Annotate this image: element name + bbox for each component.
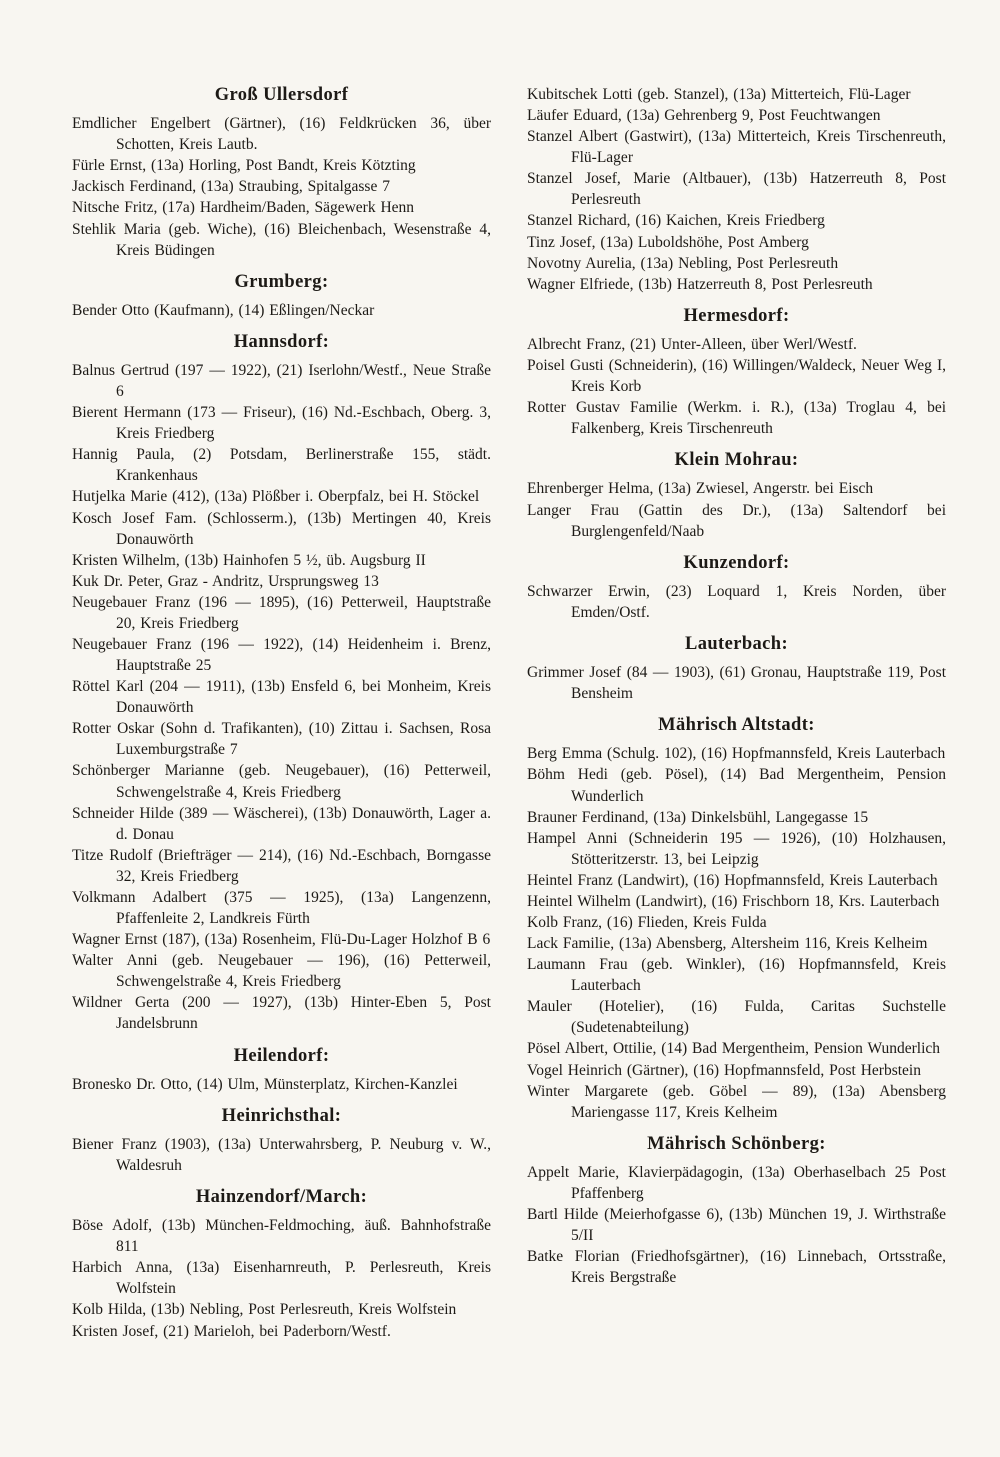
directory-entry: Kolb Franz, (16) Flieden, Kreis Fulda	[527, 913, 767, 931]
directory-entry: Titze Rudolf (Briefträger — 214), (16) Nd.-Eschbach, Borngasse 32, Kreis Friedberg	[72, 846, 491, 885]
directory-entry: Wagner Elfriede, (13b) Hatzerreuth 8, Post Perlesreuth	[527, 275, 873, 293]
directory-entry: Kolb Hilda, (13b) Nebling, Post Perlesreuth, Kreis Wolfstein	[72, 1301, 457, 1319]
two-column-layout	[72, 84, 946, 1342]
directory-entry: Brauner Ferdinand, (13a) Dinkelsbühl, Langegasse 15	[527, 808, 869, 826]
section-heading: Mährisch Altstadt:	[658, 715, 815, 736]
directory-entry: Stehlik Maria (geb. Wiche), (16) Bleichenbach, Wesenstraße 4, Kreis Büdingen	[72, 220, 491, 259]
section-heading: Lauterbach:	[684, 633, 789, 654]
directory-entry: Volkmann Adalbert (375 — 1925), (13a) Langenzenn, Pfaffenleite 2, Landkreis Fürth	[72, 888, 491, 928]
directory-entry: Stanzel Josef, Marie (Altbauer), (13b) Hatzerreuth 8, Post Perlesreuth	[527, 170, 946, 209]
section-heading: Groß Ullersdorf	[214, 85, 349, 105]
directory-entry: Bronesko Dr. Otto, (14) Ulm, Münsterplatz, Kirchen-Kanzlei	[72, 1075, 458, 1093]
directory-entry: Wagner Ernst (187), (13a) Rosenheim, Flü-Du-Lager Holzhof B 6	[72, 931, 491, 949]
section-heading: Heilendorf:	[233, 1045, 330, 1066]
directory-entry: Poisel Gusti (Schneiderin), (16) Willingen/Waldeck, Neuer Weg I, Kreis Korb	[527, 356, 946, 396]
directory-entry: Neugebauer Franz (196 — 1895), (16) Petterweil, Hauptstraße 20, Kreis Friedberg	[72, 593, 491, 632]
directory-entry: Rotter Gustav Familie (Werkm. i. R.), (13a) Troglau 4, bei Falkenberg, Kreis Tirschenreuth	[527, 399, 946, 438]
directory-entry: Kristen Wilhelm, (13b) Hainhofen 5 ½, üb. Augsburg II	[72, 551, 426, 569]
directory-entry: Mauler (Hotelier), (16) Fulda, Caritas Suchstelle (Sudetenabteilung)	[527, 998, 946, 1037]
directory-entry: Heintel Wilhelm (Landwirt), (16) Frischborn 18, Krs. Lauterbach	[527, 892, 940, 910]
directory-entry: Schönberger Marianne (geb. Neugebauer), (16) Petterweil, Schwengelstraße 4, Kreis Friedberg	[72, 762, 491, 801]
section-heading: Hannsdorf:	[233, 331, 330, 352]
section-heading: Heinrichsthal:	[221, 1105, 342, 1126]
directory-entry: Hannig Paula, (2) Potsdam, Berlinerstraße 155, städt. Krankenhaus	[72, 446, 491, 485]
directory-entry: Laumann Frau (geb. Winkler), (16) Hopfmannsfeld, Kreis Lauterbach	[527, 956, 946, 995]
directory-entry: Emdlicher Engelbert (Gärtner), (16) Feldkrücken 36, über Schotten, Kreis Lautb.	[72, 115, 491, 154]
directory-entry: Stanzel Richard, (16) Kaichen, Kreis Friedberg	[527, 212, 825, 230]
directory-entry: Tinz Josef, (13a) Luboldshöhe, Post Amberg	[527, 233, 809, 251]
directory-entry: Bender Otto (Kaufmann), (14) Eßlingen/Neckar	[72, 301, 375, 319]
directory-entry: Kubitschek Lotti (geb. Stanzel), (13a) Mitterteich, Flü-Lager	[527, 86, 911, 103]
directory-entry: Böse Adolf, (13b) München-Feldmoching, äuß. Bahnhofstraße 811	[72, 1217, 491, 1256]
directory-entry: Jackisch Ferdinand, (13a) Straubing, Spitalgasse 7	[72, 178, 390, 196]
directory-entry: Grimmer Josef (84 — 1903), (61) Gronau, Hauptstraße 119, Post Bensheim	[527, 664, 946, 703]
directory-entry: Vogel Heinrich (Gärtner), (16) Hopfmannsfeld, Post Herbstein	[527, 1061, 921, 1079]
directory-entry: Harbich Anna, (13a) Eisenharnreuth, P. Perlesreuth, Kreis Wolfstein	[72, 1259, 491, 1298]
section-heading: Hainzendorf/March:	[195, 1186, 368, 1207]
directory-entry: Schneider Hilde (389 — Wäscherei), (13b) Donauwörth, Lager a. d. Donau	[72, 804, 491, 843]
directory-entry: Ehrenberger Helma, (13a) Zwiesel, Angerstr. bei Eisch	[527, 480, 874, 498]
directory-entry: Pösel Albert, Ottilie, (14) Bad Mergentheim, Pension Wunderlich	[527, 1040, 941, 1058]
directory-entry: Biener Franz (1903), (13a) Unterwahrsberg, P. Neuburg v. W., Waldesruh	[72, 1135, 491, 1174]
directory-entry: Lack Familie, (13a) Abensberg, Altersheim 116, Kreis Kelheim	[527, 935, 928, 953]
directory-entry: Böhm Hedi (geb. Pösel), (14) Bad Mergentheim, Pension Wunderlich	[527, 766, 946, 805]
directory-entry: Neugebauer Franz (196 — 1922), (14) Heidenheim i. Brenz, Hauptstraße 25	[72, 636, 491, 675]
directory-entry: Wildner Gerta (200 — 1927), (13b) Hinter-Eben 5, Post Jandelsbrunn	[72, 994, 491, 1033]
directory-entry: Rotter Oskar (Sohn d. Trafikanten), (10) Zittau i. Sachsen, Rosa Luxemburgstraße 7	[72, 720, 491, 759]
right-column	[527, 84, 946, 1342]
section-heading: Hermesdorf:	[683, 305, 790, 326]
directory-entry: Hampel Anni (Schneiderin 195 — 1926), (10) Holzhausen, Stötteritzerstr. 13, bei Leipzig	[527, 829, 946, 868]
directory-entry: Kristen Josef, (21) Marieloh, bei Paderborn/Westf.	[72, 1322, 391, 1340]
directory-entry: Novotny Aurelia, (13a) Nebling, Post Perlesreuth	[527, 254, 839, 272]
section-heading: Mährisch Schönberg:	[647, 1133, 826, 1154]
section-heading: Kunzendorf:	[683, 552, 790, 573]
directory-entry: Kuk Dr. Peter, Graz - Andritz, Ursprungsweg 13	[72, 572, 379, 590]
directory-entry: Balnus Gertrud (197 — 1922), (21) Iserlohn/Westf., Neue Straße 6	[72, 362, 491, 401]
directory-entry: Albrecht Franz, (21) Unter-Alleen, über Werl/Westf.	[527, 335, 857, 353]
directory-entry: Kosch Josef Fam. (Schlosserm.), (13b) Mertingen 40, Kreis Donauwörth	[72, 509, 491, 548]
directory-entry: Appelt Marie, Klavierpädagogin, (13a) Oberhaselbach 25 Post Pfaffenberg	[527, 1163, 946, 1202]
directory-entry: Röttel Karl (204 — 1911), (13b) Ensfeld 6, bei Monheim, Kreis Donauwörth	[72, 678, 491, 717]
directory-entry: Berg Emma (Schulg. 102), (16) Hopfmannsfeld, Kreis Lauterbach	[527, 745, 946, 763]
directory-entry: Bierent Hermann (173 — Friseur), (16) Nd.-Eschbach, Oberg. 3, Kreis Friedberg	[72, 404, 491, 443]
directory-entry: Läufer Eduard, (13a) Gehrenberg 9, Post Feuchtwangen	[527, 107, 881, 125]
directory-entry: Schwarzer Erwin, (23) Loquard 1, Kreis Norden, über Emden/Ostf.	[527, 582, 946, 621]
directory-entry: Langer Frau (Gattin des Dr.), (13a) Saltendorf bei Burglengenfeld/Naab	[527, 501, 946, 540]
directory-entry: Batke Florian (Friedhofsgärtner), (16) Linnebach, Ortsstraße, Kreis Bergstraße	[527, 1248, 946, 1287]
directory-entry: Winter Margarete (geb. Göbel — 89), (13a) Abensberg Mariengasse 117, Kreis Kelheim	[527, 1082, 946, 1121]
directory-entry: Fürle Ernst, (13a) Horling, Post Bandt, Kreis Kötzting	[72, 157, 416, 175]
directory-entry: Walter Anni (geb. Neugebauer — 196), (16) Petterweil, Schwengelstraße 4, Kreis Friedberg	[72, 952, 491, 991]
directory-entry: Bartl Hilde (Meierhofgasse 6), (13b) München 19, J. Wirthstraße 5/II	[527, 1206, 946, 1245]
directory-entry: Stanzel Albert (Gastwirt), (13a) Mitterteich, Kreis Tirschenreuth, Flü-Lager	[527, 128, 946, 167]
directory-entry: Hutjelka Marie (412), (13a) Plößber i. Oberpfalz, bei H. Stöckel	[72, 488, 480, 506]
section-heading: Grumberg:	[234, 271, 329, 292]
section-heading: Klein Mohrau:	[674, 450, 799, 471]
directory-entry: Heintel Franz (Landwirt), (16) Hopfmannsfeld, Kreis Lauterbach	[527, 871, 938, 889]
directory-entry: Nitsche Fritz, (17a) Hardheim/Baden, Sägewerk Henn	[72, 199, 415, 217]
left-column	[72, 84, 491, 1342]
